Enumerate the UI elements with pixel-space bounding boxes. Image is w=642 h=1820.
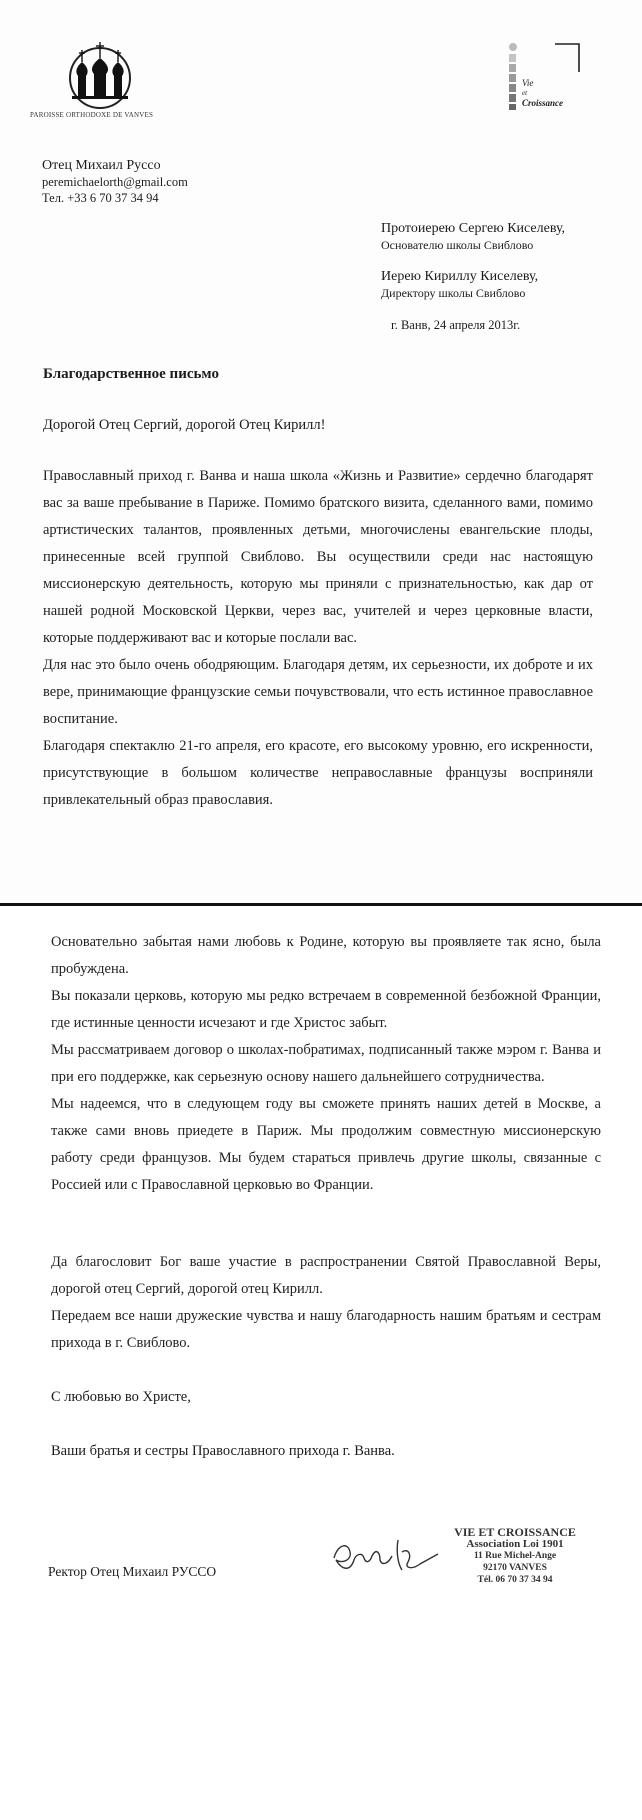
page2-body [51,929,601,1199]
parish-logo-caption: PAROISSE ORTHODOXE DE VANVES [30,111,154,119]
letter-greeting: Дорогой Отец Сергий, дорогой Отец Кирилл! [43,417,326,433]
sender-email: peremichaelorth@gmail.com [42,175,188,189]
page1-body [43,463,593,814]
stamp-line-3: 11 Rue Michel-Ange [473,1551,557,1561]
recipient-2 [381,269,538,301]
closing-line: С любовью во Христе, [51,1389,191,1405]
recipient-1 [381,221,565,253]
paragraph: Передаем все наши дружеские чувства и нашу благодарность нашим братьям и сестрам прихода в г. Свиблово. [51,1308,601,1351]
paragraph: Мы надеемся, что в следующем году вы сможете принять наших детей в Москве, а также сами вновь приедете в Париж. Мы продолжим совместную миссионерскую работу среди французов. Мы будем стараться привлечь другие школы, связанные с Россией или с Православной церковью во Франции. [51,1096,601,1193]
sender-name: Отец Михаил Руссо [42,158,161,173]
sender-block [42,158,188,206]
paragraph: Да благословит Бог ваше участие в распространении Святой Православной Веры, дорогой отец Сергий, дорогой отец Кирилл. [51,1254,601,1297]
stamp-line-2: Association Loi 1901 [466,1538,564,1550]
vie-logo-word-3: Croissance [522,98,564,108]
vie-logo-text [522,78,563,108]
rector-name: Ректор Отец Михаил РУССО [48,1564,217,1579]
stamp-line-4: 92170 VANVES [483,1563,547,1573]
recipient-1-title: Основателю школы Свиблово [381,238,534,252]
letter-subject: Благодарственное письмо [43,366,219,382]
paragraph: Мы рассматриваем договор о школах-побратимах, подписанный также мэром г. Ванва и при его поддержке, как серьезную основу нашего дальнейшего сотрудничества. [51,1042,601,1085]
recipient-2-title: Директору школы Свиблово [381,286,526,300]
vie-logo-word-2: et [522,89,528,97]
association-stamp [440,1526,590,1586]
recipient-2-name: Иерею Кириллу Киселеву, [381,269,539,284]
vie-logo-word-1: Vie [522,78,534,88]
closing-signature: Ваши братья и сестры Православного прихода г. Ванва. [51,1443,395,1459]
handwritten-signature [328,1530,448,1580]
paragraph: Для нас это было очень ободряющим. Благодаря детям, их серьезности, их доброте и их вере, принимающие французские семьи почувствовали, что есть истинное православное воспитание. [43,657,593,727]
paragraph: Благодаря спектаклю 21-го апреля, его красоте, его высокому уровню, его искренности, присутствующие в большом количестве неправославные французы восприняли привлекательный образ православия. [43,738,593,808]
sender-phone: Тел. +33 6 70 37 34 94 [42,191,159,205]
stamp-line-5: Tél. 06 70 37 34 94 [477,1575,553,1585]
paragraph: Основательно забытая нами любовь к Родине, которую вы проявляете так ясно, была пробуждена. [51,934,601,977]
paragraph: Православный приход г. Ванва и наша школа «Жизнь и Развитие» сердечно благодарят вас за ваше пребывание в Париже. Помимо братского визита, сделанного вами, помимо артистических талантов, проявленных детьми, многочислены евангельские плоды, принесенные всей группой Свиблово. Вы осуществили среди нас настоящую миссионерскую деятельность, которую мы приняли с признательностью, как дар от нашей родной Московской Церкви, через вас, учителей и через церковные власти, которые поддерживают вас и которые послали вас. [43,468,593,646]
paragraph: Вы показали церковь, которую мы редко встречаем в современной безбожной Франции, где истинные ценности исчезают и где Христос забыт. [51,988,601,1031]
blessing-body [51,1249,601,1357]
parish-church-logo [52,38,152,112]
letter-date: г. Ванв, 24 апреля 2013г. [391,318,521,332]
recipient-1-name: Протоиерею Сергею Киселеву, [381,221,566,236]
stamp-line-1: VIE ET CROISSANCE [454,1525,576,1539]
